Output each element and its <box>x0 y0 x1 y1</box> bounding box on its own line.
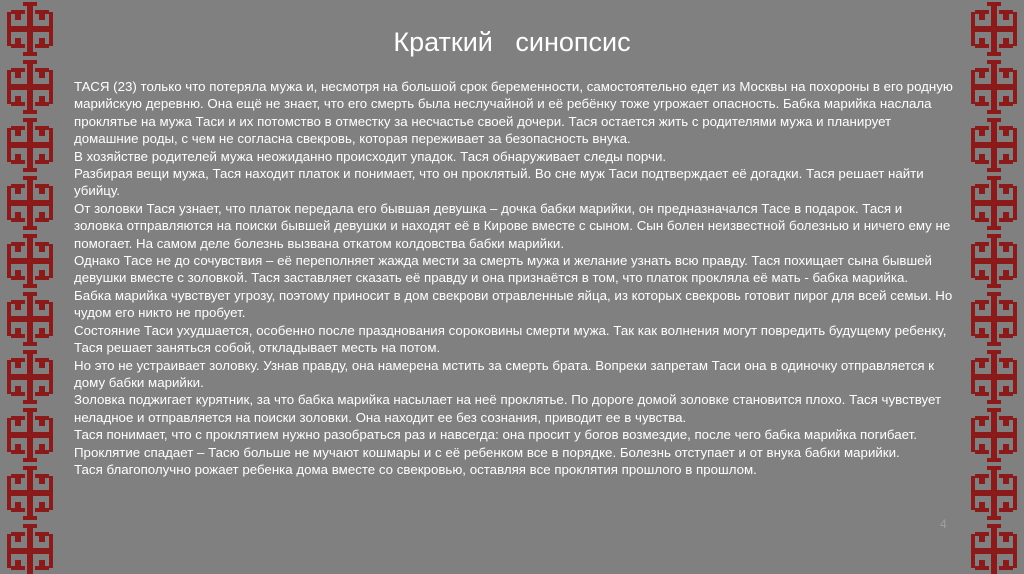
synopsis-paragraph: Золовка поджигает курятник, за что бабка марийка насылает на неё проклятье. По дороге домой золовке становится плохо. Тася чувствует неладное и отправляется на поиски золовки. Она находит ее без сознания, приводит ее в чувства. <box>74 392 942 425</box>
synopsis-paragraph: Тася понимает, что с проклятием нужно разобраться раз и навсегда: она просит у богов возмездие, после чего бабка марийка погибает. Проклятие спадает – Тасю больше не мучают кошмары и с её ребенком все в порядке. Болезнь отступает и от внука бабки марийки. <box>74 427 917 460</box>
synopsis-paragraph: Бабка марийка чувствует угрозу, поэтому приносит в дом свекрови отравленные яйца, из которых свекровь готовит пирог для всей семьи. Но чудом его никто не пробует. <box>74 287 953 321</box>
page-number: 4 <box>940 517 947 531</box>
synopsis-paragraph: Состояние Таси ухудшается, особенно после празднования сороковины смерти мужа. Так как волнения могут повредить будущему ребенку, Тася решает заняться собой, откладывает месть на потом. <box>74 322 947 356</box>
mari-ornament-icon <box>964 0 1024 574</box>
synopsis-text <box>74 78 954 478</box>
synopsis-paragraph: Но это не устраивает золовку. Узнав правду, она намерена мстить за смерть брата. Вопреки запретам Таси она в одиночку отправляется к дому бабки марийки. <box>74 357 935 390</box>
left-ornament-border <box>0 0 60 574</box>
synopsis-paragraph: Однако Тасе не до сочувствия – её переполняет жажда мести за смерть мужа и желание узнать всю правду. Тася похищает сына бывшей девушки вместе с золовкой. Тася заставляет сказать её правду и она признаётся в том, что платок прокляла её мать - бабка марийка. <box>74 253 932 286</box>
synopsis-paragraph: Тася благополучно рожает ребенка дома вместе со свекровью, оставляя все проклятия прошлого в прошлом. <box>74 461 757 477</box>
synopsis-paragraph: В хозяйстве родителей мужа неожиданно происходит упадок. Тася обнаруживает следы порчи. <box>74 148 667 164</box>
synopsis-paragraph: ТАСЯ (23) только что потеряла мужа и, несмотря на большой срок беременности, самостоятельно едет из Москвы на похороны в его родную марийскую деревню. Она ещё не знает, что его смерть была неслучайной и её ребёнку тоже угрожает опасность. Бабка марийка наслала проклятье на мужа Таси и их потомство в отместку за несчастье своей дочери. Тася остается жить с родителями мужа и планирует домашние роды, с чем не согласна свекровь, которая переживает за безопасность внука. <box>74 79 953 147</box>
slide-title: Краткий синопсис <box>393 27 631 57</box>
right-ornament-border <box>964 0 1024 574</box>
mari-ornament-icon <box>0 0 60 574</box>
synopsis-paragraph: От золовки Тася узнает, что платок передала его бывшая девушка – дочка бабки марийки, он предназначался Тасе в подарок. Тася и золовка отправляются на поиски бывшей девушки и находят её в Кирове вместе с сыном. Сын болен неизвестной болезнью и ничего ему не помогает. На самом деле болезнь вызвана откатом колдовства бабки марийки. <box>74 200 951 251</box>
synopsis-paragraph: Разбирая вещи мужа, Тася находит платок и понимает, что он проклятый. Во сне муж Таси подтверждает её догадки. Тася решает найти убийцу. <box>74 166 924 199</box>
